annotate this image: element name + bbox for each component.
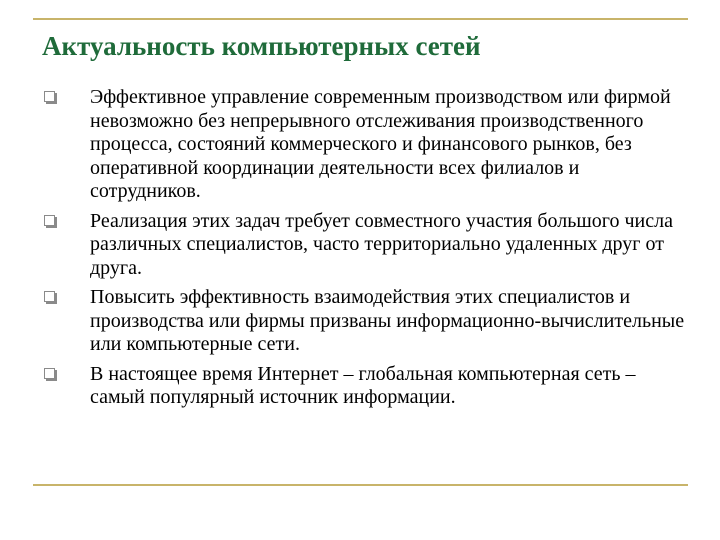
bullet-text: Эффективное управление современным производством или фирмой невозможно без непрерывного отслеживания производственного процесса, состояний коммерческого и финансового рынков, без оперативной координации деятельности всех филиалов и сотрудников. (90, 86, 671, 202)
square-bullet-icon (44, 91, 55, 102)
list-item (44, 210, 694, 281)
top-divider (33, 18, 688, 20)
bottom-divider (33, 484, 688, 486)
bullet-text: В настоящее время Интернет – глобальная компьютерная сеть – самый популярный источник информации. (90, 362, 636, 408)
square-bullet-icon (44, 368, 55, 379)
bullet-text: Повысить эффективность взаимодействия этих специалистов и производства или фирмы призваны информационно-вычислительные или компьютерные сети. (90, 286, 685, 355)
square-bullet-icon (44, 215, 55, 226)
list-item (44, 86, 694, 204)
list-item (44, 363, 694, 410)
square-bullet-icon (44, 291, 55, 302)
bullet-list (44, 86, 694, 416)
list-item (44, 286, 694, 357)
bullet-text: Реализация этих задач требует совместного участия большого числа различных специалистов, часто территориально удаленных друг от друга. (90, 209, 673, 279)
slide-title: Актуальность компьютерных сетей (42, 31, 481, 61)
